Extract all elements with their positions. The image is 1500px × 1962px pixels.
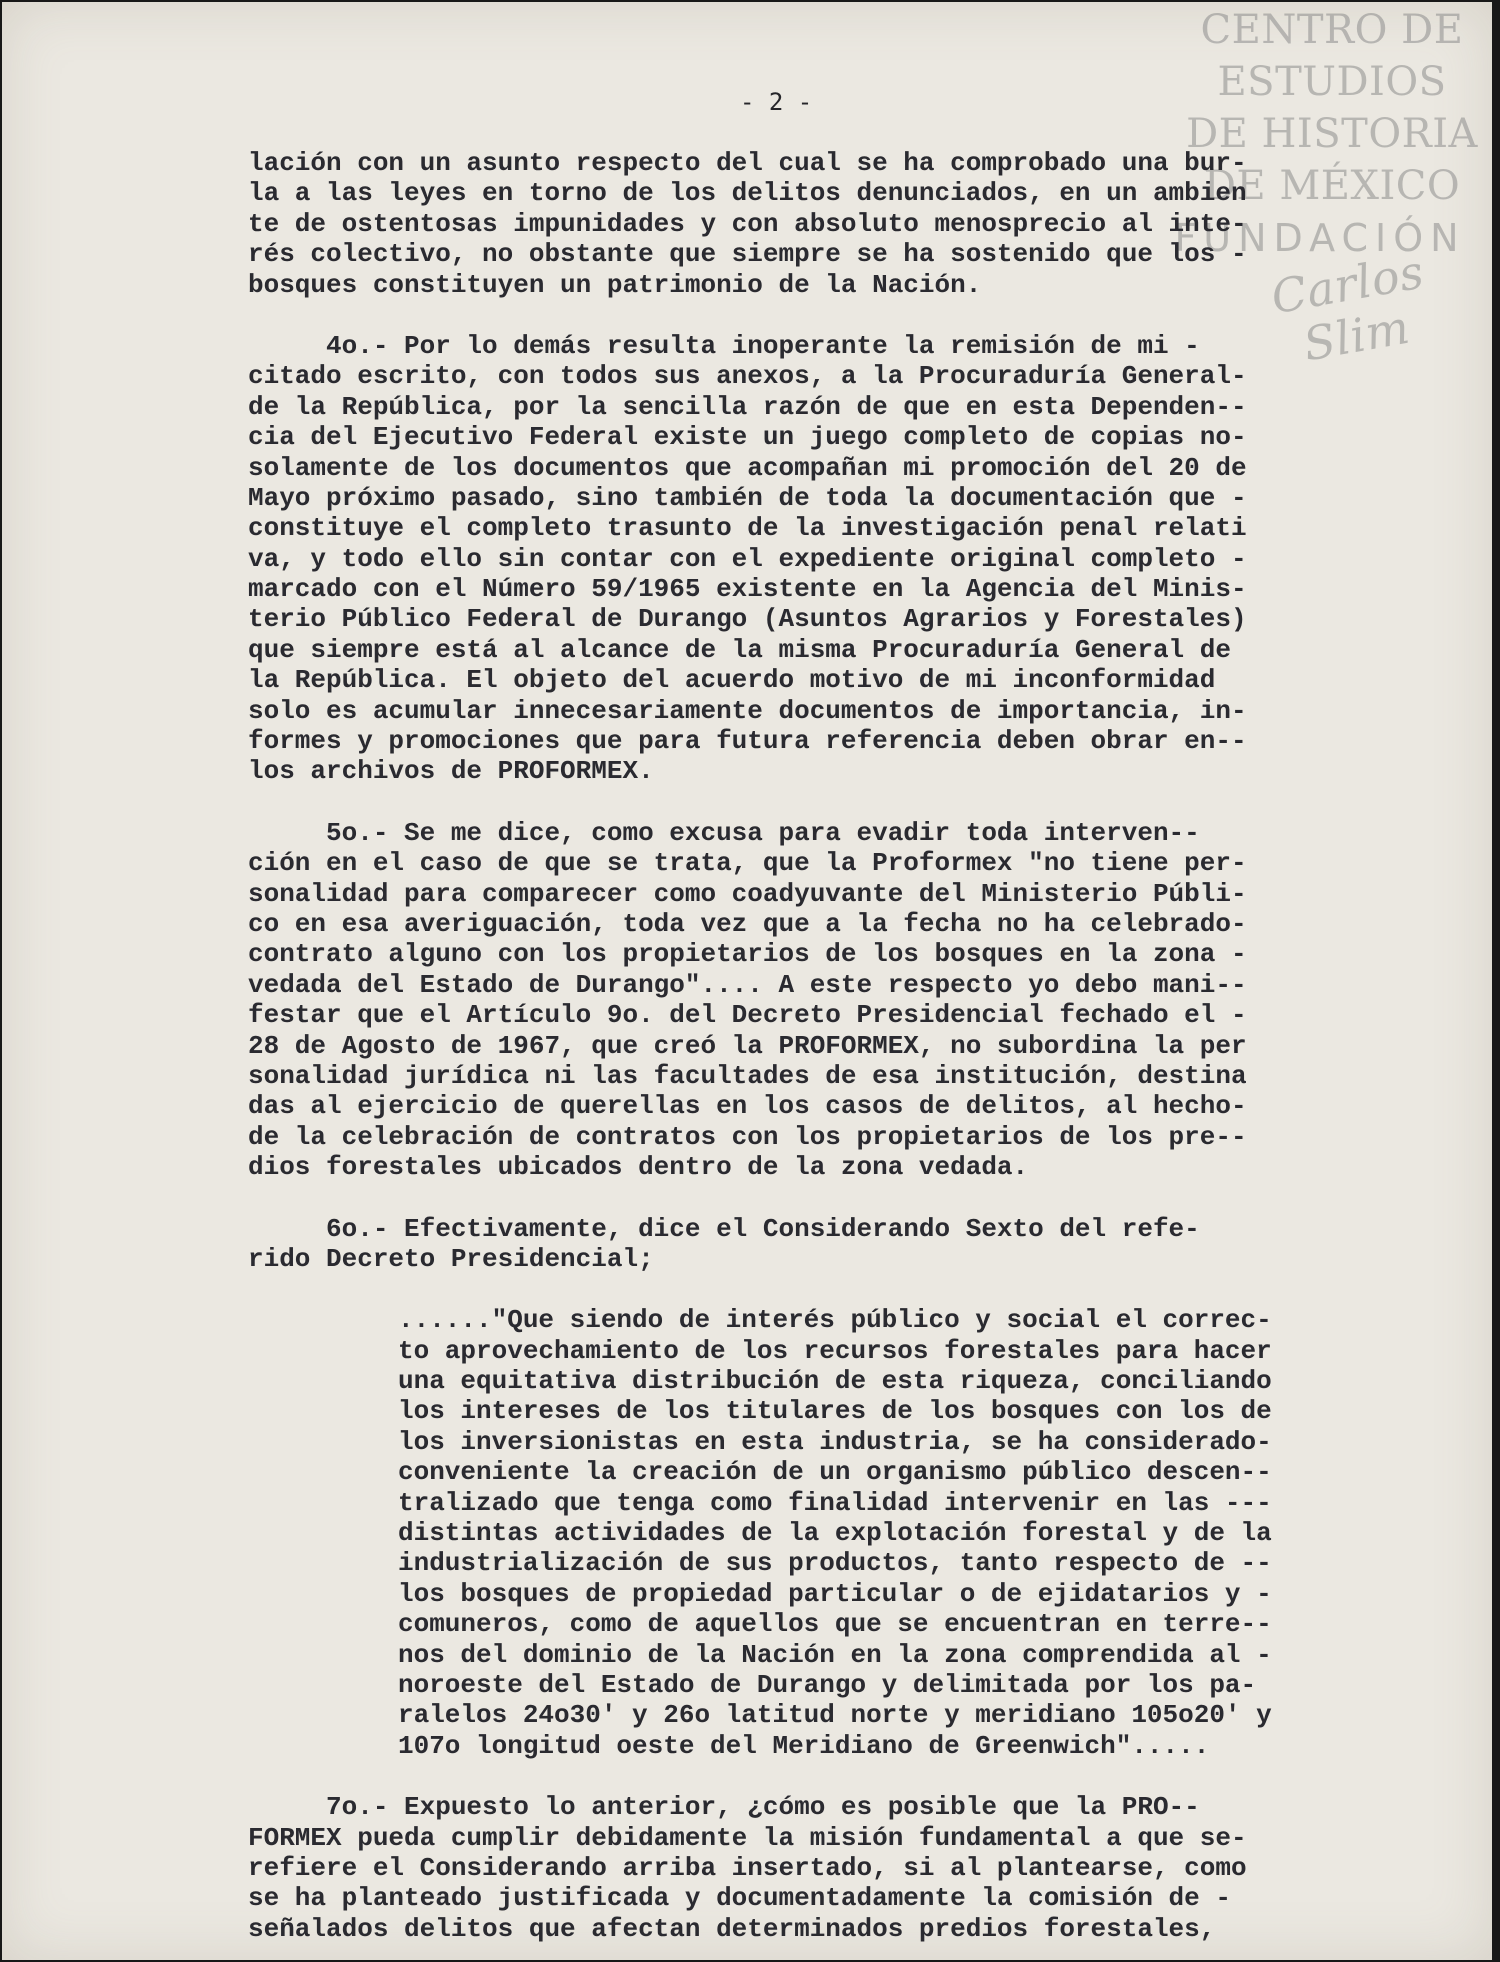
text-line: contrato alguno con los propietarios de los bosques en la zona -	[248, 939, 1247, 970]
text-line: to aprovechamiento de los recursos forestales para hacer	[398, 1335, 1272, 1366]
text-line: co en esa averiguación, toda vez que a la fecha no ha celebrado-	[248, 908, 1247, 939]
text-line: los bosques de propiedad particular o de ejidatarios y -	[398, 1578, 1272, 1609]
text-line: los intereses de los titulares de los bosques con los de	[398, 1396, 1272, 1427]
watermark-line-3: DE HISTORIA	[1186, 111, 1478, 157]
text-line: 7o.- Expuesto lo anterior, ¿cómo es posible que la PRO--	[248, 1792, 1200, 1823]
text-line: constituye el completo trasunto de la investigación penal relati	[248, 513, 1247, 544]
text-line: citado escrito, con todos sus anexos, a la Procuraduría General-	[248, 361, 1247, 392]
page-number: - 2 -	[740, 88, 813, 116]
text-line: cia del Ejecutivo Federal existe un juego completo de copias no-	[248, 422, 1247, 453]
text-line: ......"Que siendo de interés público y social el correc-	[398, 1305, 1272, 1336]
text-line: ralelos 24o30' y 26o latitud norte y meridiano 105o20' y	[398, 1700, 1272, 1731]
text-line: 5o.- Se me dice, como excusa para evadir toda interven--	[248, 817, 1200, 848]
text-line: marcado con el Número 59/1965 existente en la Agencia del Minis-	[248, 574, 1247, 605]
text-line: sonalidad jurídica ni las facultades de esa institución, destina	[248, 1060, 1247, 1091]
text-line: nos del dominio de la Nación en la zona comprendida al -	[398, 1639, 1272, 1670]
text-line: rés colectivo, no obstante que siempre se ha sostenido que los -	[248, 239, 1247, 270]
watermark-line-4: DE MÉXICO	[1203, 163, 1461, 209]
watermark-line-5: FUNDACIÓN	[1174, 216, 1466, 260]
text-line: sonalidad para comparecer como coadyuvante del Ministerio Públi-	[248, 878, 1247, 909]
text-line: que siempre está al alcance de la misma Procuraduría General de	[248, 634, 1231, 665]
text-line: los inversionistas en esta industria, se ha considerado-	[398, 1426, 1272, 1457]
quoted-paragraph	[248, 1305, 1458, 1761]
text-line: lación con un asunto respecto del cual se ha comprobado una bur-	[248, 148, 1247, 178]
text-line: dios forestales ubicados dentro de la zona vedada.	[248, 1152, 1029, 1183]
text-line: noroeste del Estado de Durango y delimitada por los pa-	[398, 1669, 1257, 1700]
watermark-line-2: ESTUDIOS	[1217, 59, 1447, 105]
text-line: Mayo próximo pasado, sino también de toda la documentación que -	[248, 482, 1247, 513]
watermark-signature: Carlos Slim	[1267, 244, 1428, 372]
paragraph	[248, 331, 1458, 787]
text-line: industrialización de sus productos, tanto respecto de --	[398, 1548, 1272, 1579]
text-line: una equitativa distribución de esta riqueza, conciliando	[398, 1366, 1272, 1397]
paragraph-gap	[248, 1183, 1458, 1214]
text-line: rido Decreto Presidencial;	[248, 1243, 654, 1274]
text-line: la República. El objeto del acuerdo motivo de mi inconformidad	[248, 665, 1216, 696]
text-line: refiere el Considerando arriba insertado, si al plantearse, como	[248, 1852, 1247, 1883]
text-line: los archivos de PROFORMEX.	[248, 756, 654, 787]
text-line: 107o longitud oeste del Meridiano de Greenwich".....	[398, 1730, 1210, 1761]
text-line: terio Público Federal de Durango (Asuntos Agrarios y Forestales)	[248, 604, 1247, 635]
text-line: vedada del Estado de Durango".... A este respecto yo debo mani--	[248, 969, 1247, 1000]
body-text	[248, 148, 1458, 1944]
paragraph	[248, 148, 1458, 300]
paragraph	[248, 1214, 1458, 1275]
text-line: de la celebración de contratos con los propietarios de los pre--	[248, 1121, 1247, 1152]
text-line: bosques constituyen un patrimonio de la Nación.	[248, 269, 982, 300]
paragraph-gap	[248, 1274, 1458, 1305]
text-line: conveniente la creación de un organismo público descen--	[398, 1457, 1272, 1488]
text-line: comuneros, como de aquellos que se encuentran en terre--	[398, 1609, 1272, 1640]
text-line: distintas actividades de la explotación forestal y de la	[398, 1518, 1272, 1549]
text-line: solo es acumular innecesariamente documentos de importancia, in-	[248, 695, 1247, 726]
text-line: formes y promociones que para futura referencia deben obrar en--	[248, 726, 1247, 757]
paragraph-gap	[248, 787, 1458, 818]
text-line: señalados delitos que afectan determinados predios forestales,	[248, 1913, 1216, 1944]
text-line: 4o.- Por lo demás resulta inoperante la remisión de mi -	[248, 330, 1200, 361]
text-line: se ha planteado justificada y documentadamente la comisión de -	[248, 1883, 1231, 1914]
text-line: la a las leyes en torno de los delitos denunciados, en un ambien	[248, 178, 1247, 209]
text-line: de la República, por la sencilla razón de que en esta Dependen--	[248, 391, 1247, 422]
watermark-line-1: CENTRO DE	[1200, 7, 1464, 53]
text-line: 28 de Agosto de 1967, que creó la PROFORMEX, no subordina la per	[248, 1030, 1247, 1061]
text-line: FORMEX pueda cumplir debidamente la misión fundamental a que se-	[248, 1822, 1247, 1853]
text-line: 6o.- Efectivamente, dice el Considerando Sexto del refe-	[248, 1213, 1200, 1244]
paragraph	[248, 818, 1458, 1183]
paragraph-gap	[248, 300, 1458, 331]
paragraph-gap	[248, 1761, 1458, 1792]
text-line: festar que el Artículo 9o. del Decreto Presidencial fechado el -	[248, 1000, 1247, 1031]
text-line: solamente de los documentos que acompañan mi promoción del 20 de	[248, 452, 1247, 483]
text-line: va, y todo ello sin contar con el expediente original completo -	[248, 543, 1247, 574]
text-line: te de ostentosas impunidades y con absoluto menosprecio al inte-	[248, 208, 1247, 239]
text-line: tralizado que tenga como finalidad intervenir en las ---	[398, 1487, 1272, 1518]
document-page	[2, 2, 1492, 1960]
paragraph	[248, 1792, 1458, 1944]
text-line: ción en el caso de que se trata, que la Proformex "no tiene per-	[248, 848, 1247, 879]
text-line: das al ejercicio de querellas en los casos de delitos, al hecho-	[248, 1091, 1247, 1122]
